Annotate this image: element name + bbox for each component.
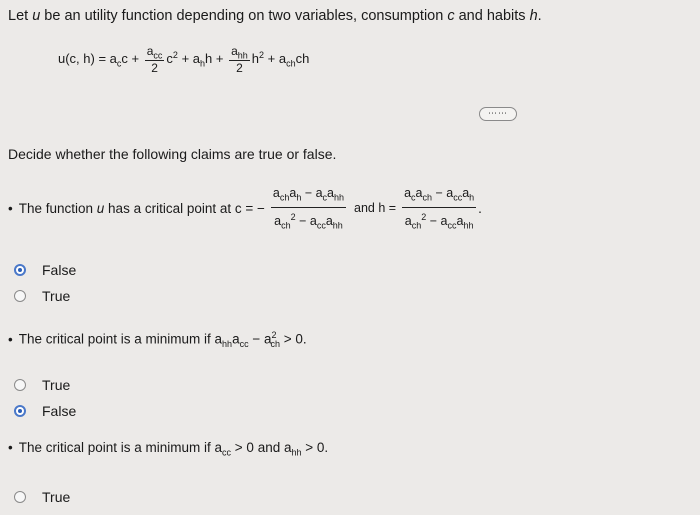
t: cc <box>453 192 463 203</box>
claim-text: The function <box>18 200 97 216</box>
radio-icon[interactable] <box>14 379 26 391</box>
frac-sub: cc <box>153 50 163 61</box>
eq-term: ch <box>295 51 310 67</box>
eq-fraction-ahh <box>229 44 250 75</box>
frac-sub: hh <box>237 50 248 61</box>
t: − a <box>295 213 317 228</box>
eq-term: + a <box>181 51 200 67</box>
t: ch <box>422 192 432 203</box>
option-label: True <box>42 489 71 505</box>
t: 2 <box>271 330 277 340</box>
frac-a: a <box>231 44 238 58</box>
intro-part: Let <box>8 8 33 24</box>
t: . <box>478 200 482 216</box>
t: a <box>327 186 334 200</box>
t: c <box>411 192 416 203</box>
claim-text: The critical point is a minimum if a <box>18 331 223 347</box>
eq-sup: 2 <box>172 49 178 60</box>
intro-part: and habits <box>454 8 530 24</box>
var-c: c <box>447 8 455 24</box>
utility-equation <box>58 44 309 84</box>
t: cc <box>222 447 232 458</box>
t: > 0 and a <box>231 440 292 455</box>
t: hh <box>291 447 302 458</box>
t: ch <box>279 192 290 203</box>
claim-3 <box>8 440 328 458</box>
radio-selected-icon[interactable] <box>14 264 26 276</box>
frac-den <box>402 207 476 231</box>
t: hh <box>463 220 474 231</box>
t: a <box>462 186 470 200</box>
t: hh <box>334 192 345 203</box>
radio-icon[interactable] <box>14 491 26 503</box>
frac-num <box>402 186 476 207</box>
critical-c-fraction <box>271 186 346 230</box>
eq-sup: 2 <box>259 49 265 60</box>
option-label: False <box>42 403 77 419</box>
t: hh <box>222 339 233 350</box>
t: 2 <box>421 211 427 222</box>
eq-sub: h <box>200 58 206 69</box>
bullet-icon: • <box>8 331 13 347</box>
t: − a <box>432 186 454 200</box>
frac-num <box>271 186 346 207</box>
eq-fraction-acc <box>145 44 165 75</box>
frac-den: 2 <box>145 60 165 75</box>
claim1-option-true[interactable] <box>14 288 70 304</box>
bullet-icon: • <box>8 440 13 455</box>
t: a <box>232 331 240 347</box>
t: − a <box>426 213 448 228</box>
claim-1 <box>8 186 482 230</box>
eq-term: h <box>251 51 260 67</box>
var-u: u <box>32 8 41 24</box>
claim-c-eq: c = − <box>234 200 265 216</box>
instructions-text: Decide whether the following claims are true or false. <box>8 146 337 162</box>
claim2-option-false[interactable] <box>14 403 76 419</box>
intro-part: . <box>537 8 542 24</box>
var-h: h <box>529 8 538 24</box>
t: cc <box>239 339 249 350</box>
intro-text <box>8 8 542 24</box>
claim-text: has a critical point at <box>104 200 235 216</box>
intro-part: be an utility function depending on two variables, consumption <box>40 8 448 24</box>
eq-term: c <box>166 51 173 67</box>
more-options-button[interactable]: ⋯⋯ <box>479 107 517 121</box>
eq-lhs: u(c, h) = a <box>58 51 117 67</box>
t: ch <box>281 220 291 231</box>
bullet-icon: • <box>8 200 13 216</box>
frac-den <box>271 207 346 231</box>
option-label: False <box>42 262 77 278</box>
t: a <box>404 213 412 228</box>
t: − a <box>301 186 323 200</box>
t: c <box>322 192 328 203</box>
radio-selected-icon[interactable] <box>14 405 26 417</box>
claim3-option-true[interactable] <box>14 489 70 505</box>
t: hh <box>332 220 343 231</box>
claim-text: The critical point is a minimum if a <box>18 440 223 455</box>
claim2-option-true[interactable] <box>14 377 70 393</box>
t: cc <box>316 220 326 231</box>
t: a <box>272 186 280 200</box>
claim-and-h: and h = <box>354 201 397 216</box>
t: > 0. <box>301 440 329 455</box>
frac-a: a <box>146 44 154 58</box>
t: h <box>469 192 475 203</box>
eq-term: h + <box>205 51 224 67</box>
option-label: True <box>42 288 71 304</box>
frac-den: 2 <box>229 60 250 75</box>
t: ch <box>411 220 422 231</box>
t: a <box>325 213 333 228</box>
frac-num <box>229 44 250 60</box>
t: cc <box>447 220 457 231</box>
frac-num <box>145 44 165 60</box>
eq-sub: c <box>116 58 122 69</box>
t: h <box>296 192 302 203</box>
t: ch <box>270 339 281 350</box>
t: a <box>289 186 297 200</box>
t: 2 <box>290 211 296 222</box>
radio-icon[interactable] <box>14 290 26 302</box>
eq-term: c + <box>121 51 140 67</box>
critical-h-fraction <box>402 186 476 230</box>
t: > 0. <box>280 331 307 347</box>
eq-term: + a <box>267 51 287 67</box>
var-u: u <box>96 200 105 216</box>
eq-sub: ch <box>286 58 296 69</box>
claim1-option-false[interactable] <box>14 262 76 278</box>
t: a <box>404 186 412 200</box>
option-label: True <box>42 377 71 393</box>
t: a <box>456 213 464 228</box>
t: − a <box>248 331 272 347</box>
t: a <box>415 186 423 200</box>
claim-2 <box>8 330 307 349</box>
t: a <box>274 213 282 228</box>
